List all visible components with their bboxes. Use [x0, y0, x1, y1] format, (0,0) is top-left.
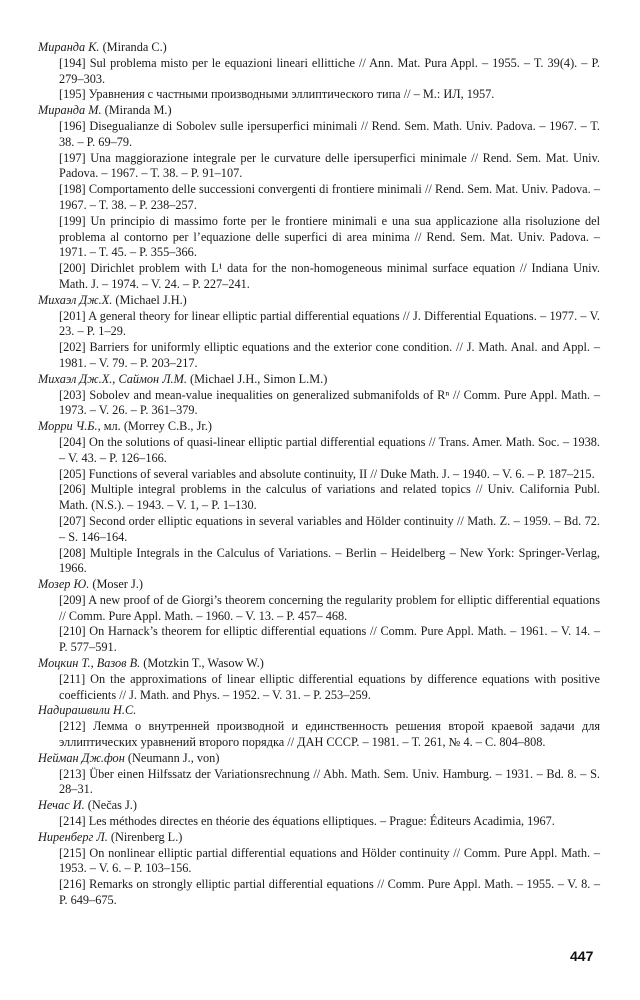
author-heading — [38, 798, 600, 814]
author-name: Нейман Дж.фон — [38, 750, 125, 765]
author-entry — [38, 577, 600, 656]
author-name: Мозер Ю. — [38, 577, 90, 592]
reference-number: [203] — [59, 387, 86, 402]
reference-text: A new proof of de Giorgi’s theorem concerning the regularity problem for elliptic differential equations // Comm. Pure Appl. Math. – 1960. – V. 13. – P. 457– 468. — [59, 592, 600, 623]
reference — [38, 56, 600, 88]
reference — [38, 340, 600, 372]
author-heading — [38, 419, 600, 435]
reference-number: [210] — [59, 624, 86, 639]
reference-number: [216] — [59, 877, 86, 892]
author-latin: (Nirenberg L.) — [110, 829, 183, 844]
bibliography — [38, 40, 600, 909]
reference-number: [208] — [59, 545, 86, 560]
reference — [38, 546, 600, 578]
reference-text: Remarks on strongly elliptic partial differential equations // Comm. Pure Appl. Math. – 1955. – V. 8. – P. 649–675. — [59, 877, 600, 908]
author-heading — [38, 751, 600, 767]
author-latin: (Motzkin T., Wasow W.) — [143, 656, 264, 671]
reference — [38, 261, 600, 293]
reference-text: Second order elliptic equations in several variables and Hölder continuity // Math. Z. – 1959. – Bd. 72. – S. 146–164. — [59, 513, 600, 544]
reference — [38, 672, 600, 704]
reference — [38, 767, 600, 799]
reference-text: Disegualianze di Sobolev sulle ipersuperfici minimali // Rend. Sem. Math. Univ. Padova. – 1967. – T. 38. – P. 69–79. — [59, 118, 600, 149]
reference — [38, 435, 600, 467]
reference-text: Dirichlet problem with L¹ data for the non-homogeneous minimal surface equation // Indiana Univ. Math. J. – 1974. – V. 24. – P. 227–241. — [59, 261, 600, 291]
reference — [38, 119, 600, 151]
reference-number: [200] — [59, 261, 86, 276]
reference-number: [205] — [59, 466, 86, 481]
reference-text: On nonlinear elliptic partial differential equations and Hölder continuity // Comm. Pure Appl. Math. – 1953. – V. 6. – P. 103–156. — [59, 845, 600, 876]
reference-number: [196] — [59, 118, 86, 133]
author-name: Михаэл Дж.Х. — [38, 292, 113, 307]
author-name: Моцкин Т., Вазов В. — [38, 656, 141, 671]
reference-text: Comportamento delle successioni convergenti di frontiere minimali // Rend. Sem. Mat. Univ. Padova. – 1967. – T. 38. – P. 238–257. — [59, 182, 601, 212]
author-heading — [38, 703, 600, 719]
author-latin: мл. (Morrey C.B., Jr.) — [103, 419, 212, 434]
author-entry — [38, 656, 600, 703]
reference-text: Multiple integral problems in the calculus of variations and related topics // Univ. California Publ. Math. (N.S.). – 1943. – V. 1, – P. 1–130. — [59, 482, 601, 513]
reference-number: [213] — [59, 766, 86, 781]
reference-text: Un principio di massimo forte per le frontiere minimali e una sua applicazione alla risoluzione del problema al contorno per l’equazione delle superfici di area minima // Rend. Sem. Mat. Univ. Padova. – 1971. – T. 45. – P. 355–366. — [59, 213, 600, 260]
author-heading — [38, 372, 600, 388]
reference-text: Una maggiorazione integrale per le curvature delle ipersuperfici minimale // Rend. Sem. Mat. Univ. Padova. – 1967. – T. 38. – P. 91–107. — [59, 150, 600, 181]
author-latin: (Miranda C.) — [102, 40, 167, 54]
author-name: Миранда К. — [38, 40, 100, 54]
reference — [38, 593, 600, 625]
author-heading — [38, 40, 600, 56]
author-entry — [38, 703, 600, 750]
reference-text: On the solutions of quasi-linear elliptic partial differential equations // Trans. Amer. Math. Soc. – 1938. – V. 43. – P. 126–166. — [59, 434, 600, 465]
reference-number: [215] — [59, 845, 86, 860]
reference-text: On Harnack’s theorem for elliptic differential equations // Comm. Pure Appl. Math. – 1961. – V. 14. – P. 577–591. — [59, 624, 600, 655]
author-name: Нечас И. — [38, 798, 85, 813]
reference-number: [207] — [59, 513, 86, 528]
reference-number: [212] — [59, 719, 86, 734]
reference-text: Les méthodes directes en théorie des équations elliptiques. – Prague: Éditeurs Acadimia, 1967. — [88, 814, 555, 829]
author-name: Морри Ч.Б., — [38, 419, 101, 434]
reference-text: Лемма о внутренней производной и единственность решения второй краевой задачи для эллиптических уравнений второго порядка // ДАН СССР. – 1981. – Т. 261, № 4. – С. 804–808. — [59, 719, 600, 750]
reference — [38, 719, 600, 751]
author-heading — [38, 656, 600, 672]
reference-number: [195] — [59, 87, 86, 102]
reference-number: [202] — [59, 340, 86, 355]
reference — [38, 467, 600, 483]
author-entry — [38, 419, 600, 577]
reference-number: [204] — [59, 434, 86, 449]
reference-text: Sul problema misto per le equazioni lineari ellittiche // Ann. Mat. Pura Appl. – 1955. – T. 39(4). – P. 279–303. — [59, 55, 601, 86]
reference — [38, 624, 600, 656]
author-latin: (Nečas J.) — [87, 798, 137, 813]
reference — [38, 482, 600, 514]
reference — [38, 87, 600, 103]
reference-number: [206] — [59, 482, 86, 497]
reference-number: [211] — [59, 671, 86, 686]
reference — [38, 388, 600, 420]
reference-number: [199] — [59, 213, 86, 228]
author-entry — [38, 830, 600, 909]
author-heading — [38, 577, 600, 593]
author-heading — [38, 293, 600, 309]
reference — [38, 814, 600, 830]
reference — [38, 846, 600, 878]
reference-number: [214] — [59, 814, 86, 829]
author-entry — [38, 293, 600, 372]
reference — [38, 877, 600, 909]
reference-text: Sobolev and mean-value inequalities on generalized submanifolds of Rⁿ // Comm. Pure Appl. Math. – 1973. – V. 26. – P. 361–379. — [59, 387, 601, 418]
reference — [38, 151, 600, 183]
reference — [38, 514, 600, 546]
author-name: Надирашвили Н.С. — [38, 703, 137, 718]
author-entry — [38, 103, 600, 293]
reference-number: [201] — [59, 308, 86, 323]
reference-text: A general theory for linear elliptic partial differential equations // J. Differential Equations. – 1977. – V. 23. – P. 1–29. — [59, 308, 600, 339]
author-name: Михаэл Дж.Х., Саймон Л.М. — [38, 371, 187, 386]
author-latin: (Michael J.H., Simon L.M.) — [190, 371, 328, 386]
reference-text: Über einen Hilfssatz der Variationsrechnung // Abh. Math. Sem. Univ. Hamburg. – 1931. – Bd. 8. – S. 28–31. — [59, 766, 600, 797]
author-heading — [38, 830, 600, 846]
author-latin: (Neumann J., von) — [127, 750, 220, 765]
author-latin: (Moser J.) — [92, 577, 143, 592]
reference-text: Уравнения с частными производными эллиптического типа // – M.: ИЛ, 1957. — [88, 87, 495, 102]
page-number: 447 — [570, 948, 594, 964]
reference-number: [194] — [59, 55, 86, 70]
author-latin: (Miranda M.) — [104, 103, 172, 118]
reference — [38, 214, 600, 261]
reference — [38, 309, 600, 341]
author-name: Миранда М. — [38, 103, 102, 118]
reference-text: Functions of several variables and absolute continuity, II // Duke Math. J. – 1940. – V. 6. – P. 187–215. — [88, 466, 595, 481]
author-entry — [38, 751, 600, 798]
author-heading — [38, 103, 600, 119]
reference-text: Multiple Integrals in the Calculus of Variations. – Berlin – Heidelberg – New York: Springer-Verlag, 1966. — [59, 545, 600, 576]
reference-number: [197] — [59, 150, 86, 165]
reference — [38, 182, 600, 214]
reference-number: [198] — [59, 182, 86, 197]
reference-text: On the approximations of linear elliptic differential equations by difference equations with positive coefficients // J. Math. and Phys. – 1952. – V. 31. – P. 253–259. — [59, 671, 601, 702]
author-entry — [38, 372, 600, 419]
reference-text: Barriers for uniformly elliptic equations and the exterior cone condition. // J. Math. Anal. and Appl. – 1981. – V. 79. – P. 203–217. — [59, 340, 600, 370]
author-entry — [38, 798, 600, 830]
author-latin: (Michael J.H.) — [115, 292, 187, 307]
author-name: Ниренберг Л. — [38, 829, 108, 844]
reference-number: [209] — [59, 592, 86, 607]
author-entry — [38, 40, 600, 103]
